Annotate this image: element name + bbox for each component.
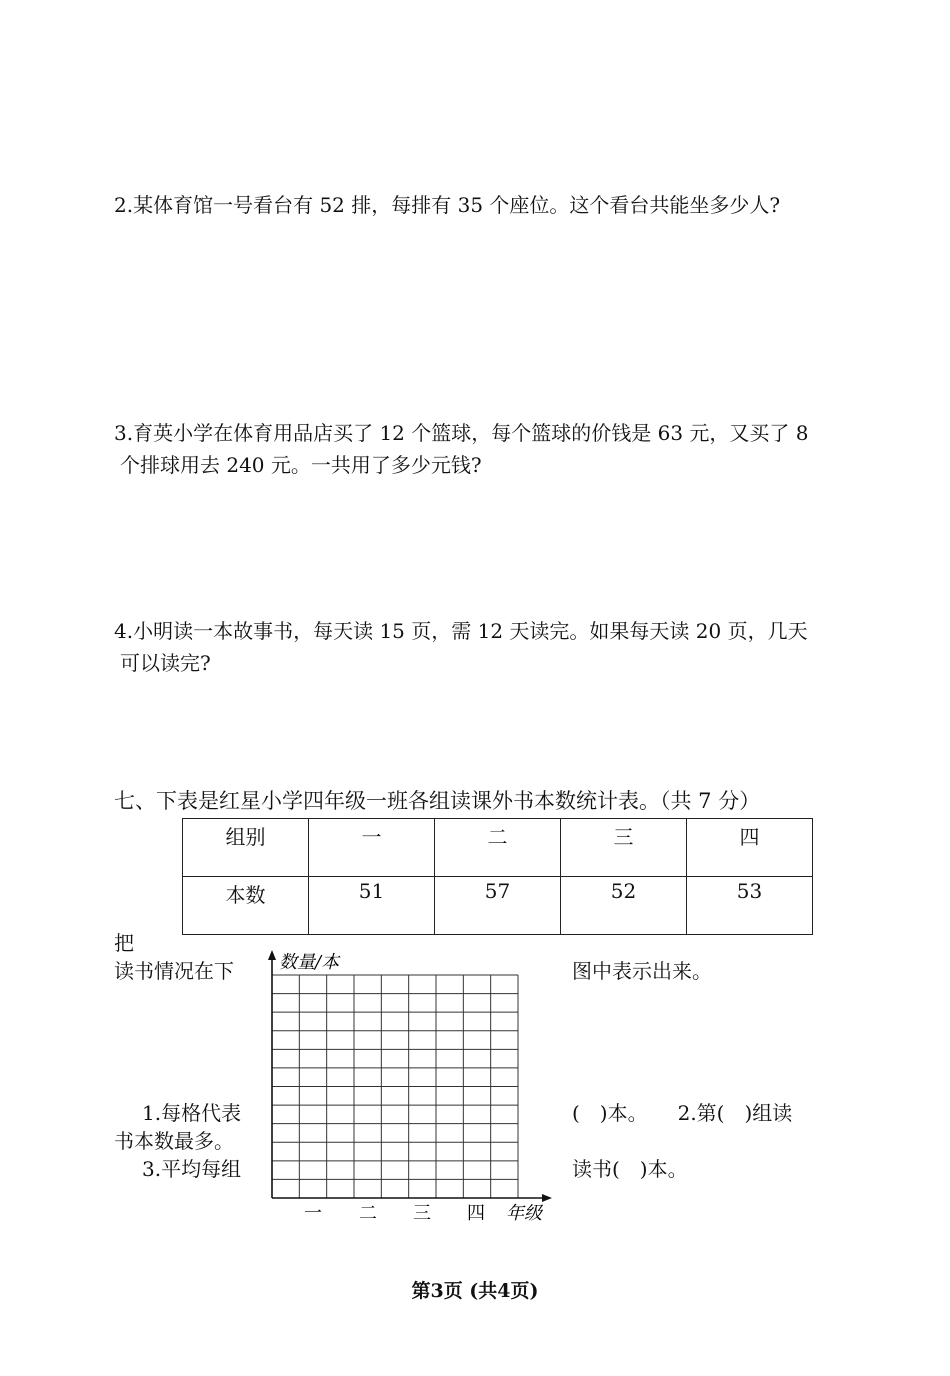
chart-grid-lines — [272, 975, 518, 1198]
question-1-right: ( )本。 2.第( )组读 — [572, 1101, 793, 1125]
table-row — [183, 819, 813, 877]
question-1-left: 1.每格代表 — [142, 1101, 242, 1125]
table-cell: 57 — [435, 877, 561, 935]
y-axis-arrow — [268, 950, 276, 960]
reading-stats-table — [182, 818, 813, 935]
table-cell: 53 — [687, 877, 813, 935]
problem-2: 2.某体育馆一号看台有 52 排，每排有 35 个座位。这个看台共能坐多少人? — [114, 193, 781, 217]
question-3-right: 读书( )本。 — [572, 1157, 688, 1181]
instruction-part-a: 把 — [114, 931, 134, 955]
y-axis-label: 数量/本 — [279, 952, 340, 973]
table-cell: 组别 — [183, 819, 309, 877]
table-cell: 本数 — [183, 877, 309, 935]
table-cell: 51 — [309, 877, 435, 935]
table-row — [183, 877, 813, 935]
x-tick-label: 三 — [413, 1203, 431, 1224]
question-3-left: 3.平均每组 — [142, 1157, 242, 1181]
problem-4-line2: 可以读完? — [120, 651, 211, 675]
table-cell: 四 — [687, 819, 813, 877]
question-2-continuation: 书本数最多。 — [114, 1129, 234, 1153]
table-cell: 一 — [309, 819, 435, 877]
x-tick-label: 四 — [467, 1203, 485, 1224]
table-cell: 三 — [561, 819, 687, 877]
table-cell: 52 — [561, 877, 687, 935]
problem-3-line2: 个排球用去 240 元。一共用了多少元钱? — [120, 453, 482, 477]
x-axis-arrow — [542, 1194, 552, 1202]
instruction-part-b: 读书情况在下 — [114, 959, 234, 983]
x-tick-label: 一 — [304, 1203, 322, 1224]
problem-3-line1: 3.育英小学在体育用品店买了 12 个篮球，每个篮球的价钱是 63 元，又买了 8 — [114, 421, 809, 445]
table-cell: 二 — [435, 819, 561, 877]
bar-chart-grid — [262, 948, 562, 1228]
x-axis-label: 年级 — [506, 1203, 542, 1224]
instruction-part-c: 图中表示出来。 — [572, 959, 712, 983]
x-tick-label: 二 — [359, 1203, 377, 1224]
page-footer: 第3页 (共4页) — [411, 1280, 539, 1302]
problem-4-line1: 4.小明读一本故事书，每天读 15 页，需 12 天读完。如果每天读 20 页，几天 — [114, 619, 808, 643]
section-7-title: 七、下表是红星小学四年级一班各组读课外书本数统计表。（共 7 分） — [114, 789, 761, 813]
